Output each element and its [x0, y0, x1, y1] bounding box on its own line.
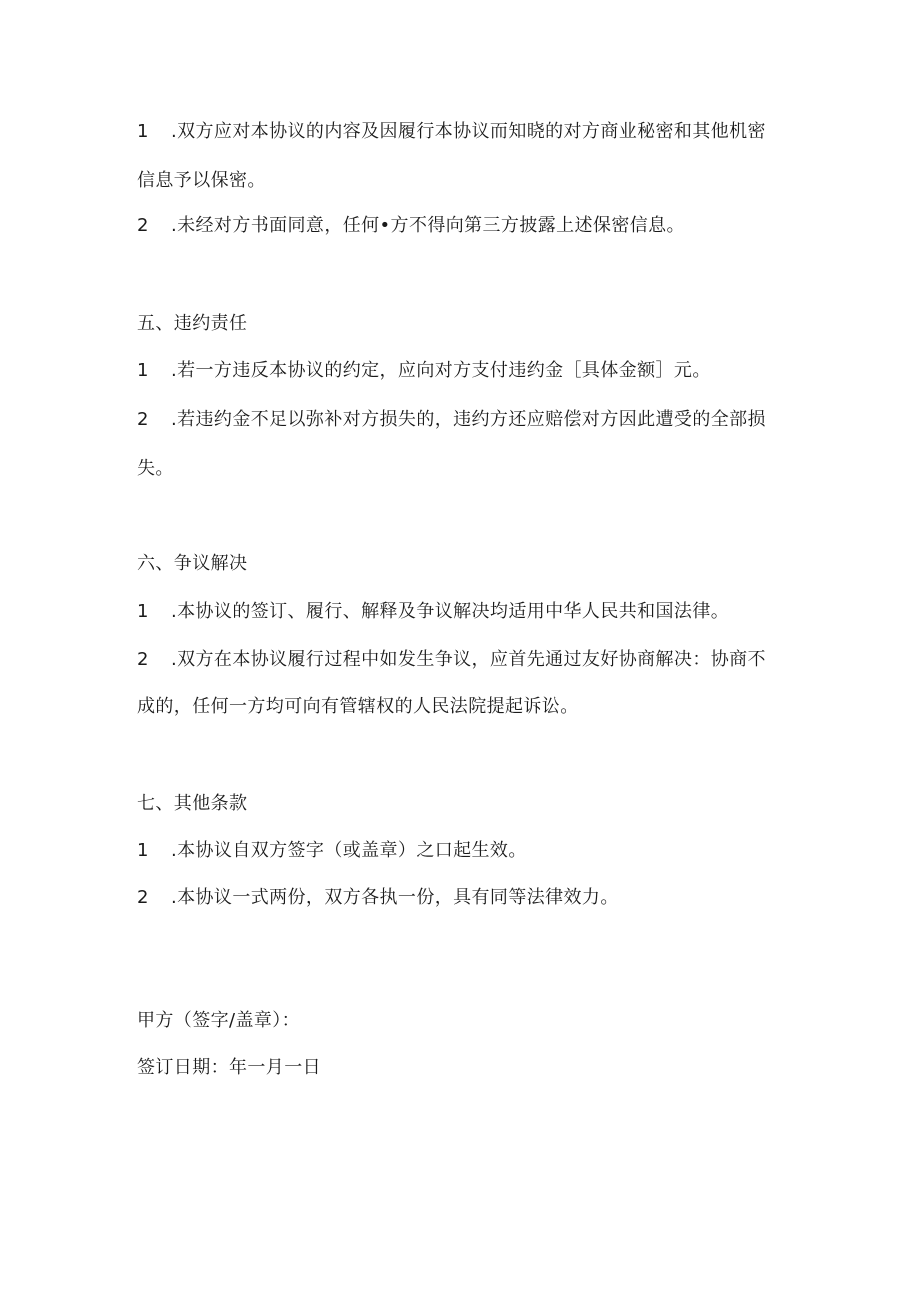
item-text: .双方应对本协议的内容及因履行本协议而知晓的对方商业秘密和其他机密 — [171, 121, 766, 142]
confidentiality-item-1-continued — [137, 169, 266, 193]
other-item-1 — [137, 839, 527, 863]
item-number: 2 — [137, 409, 149, 430]
item-text: .本协议一式两份，双方各执一份，具有同等法律效力。 — [171, 887, 619, 908]
item-text: 失。 — [137, 458, 174, 479]
item-text: 成的，任何一方均可向有管辖权的人民法院提起诉讼。 — [137, 696, 579, 717]
confidentiality-item-2 — [137, 214, 685, 238]
item-number: 1 — [137, 121, 149, 142]
item-text: .本协议的签订、履行、解释及争议解决均适用中华人民共和国法律。 — [171, 601, 730, 622]
signing-date-label: 签订日期：年一月一日 — [137, 1057, 321, 1078]
dispute-item-2 — [137, 648, 766, 672]
section-heading-other: 七、其他条款 — [137, 793, 248, 814]
other-item-2 — [137, 886, 619, 910]
item-number: 2 — [137, 649, 149, 670]
item-number: 1 — [137, 601, 149, 622]
item-number: 1 — [137, 360, 149, 381]
item-text: .未经对方书面同意，任何•方不得向第三方披露上述保密信息。 — [171, 215, 685, 236]
item-text: .若违约金不足以弥补对方损失的，违约方还应赔偿对方因此遭受的全部损 — [171, 409, 766, 430]
party-a-signature-label: 甲方（签字/盖章）： — [137, 1010, 301, 1031]
item-number: 1 — [137, 840, 149, 861]
dispute-item-1 — [137, 600, 729, 624]
confidentiality-item-1 — [137, 120, 766, 144]
breach-item-2 — [137, 408, 766, 432]
section-heading-breach: 五、违约责任 — [137, 313, 248, 334]
item-text: 信息予以保密。 — [137, 170, 266, 191]
breach-item-2-continued — [137, 457, 174, 481]
item-text: .本协议自双方签字（或盖章）之口起生效。 — [171, 840, 527, 861]
item-text: .若一方违反本协议的约定，应向对方支付违约金［具体金额］元。 — [171, 360, 711, 381]
item-number: 2 — [137, 215, 149, 236]
item-text: .双方在本协议履行过程中如发生争议，应首先通过友好协商解决：协商不 — [171, 649, 766, 670]
breach-item-1 — [137, 359, 711, 383]
dispute-item-2-continued — [137, 695, 579, 719]
section-heading-dispute: 六、争议解决 — [137, 553, 248, 574]
item-number: 2 — [137, 887, 149, 908]
